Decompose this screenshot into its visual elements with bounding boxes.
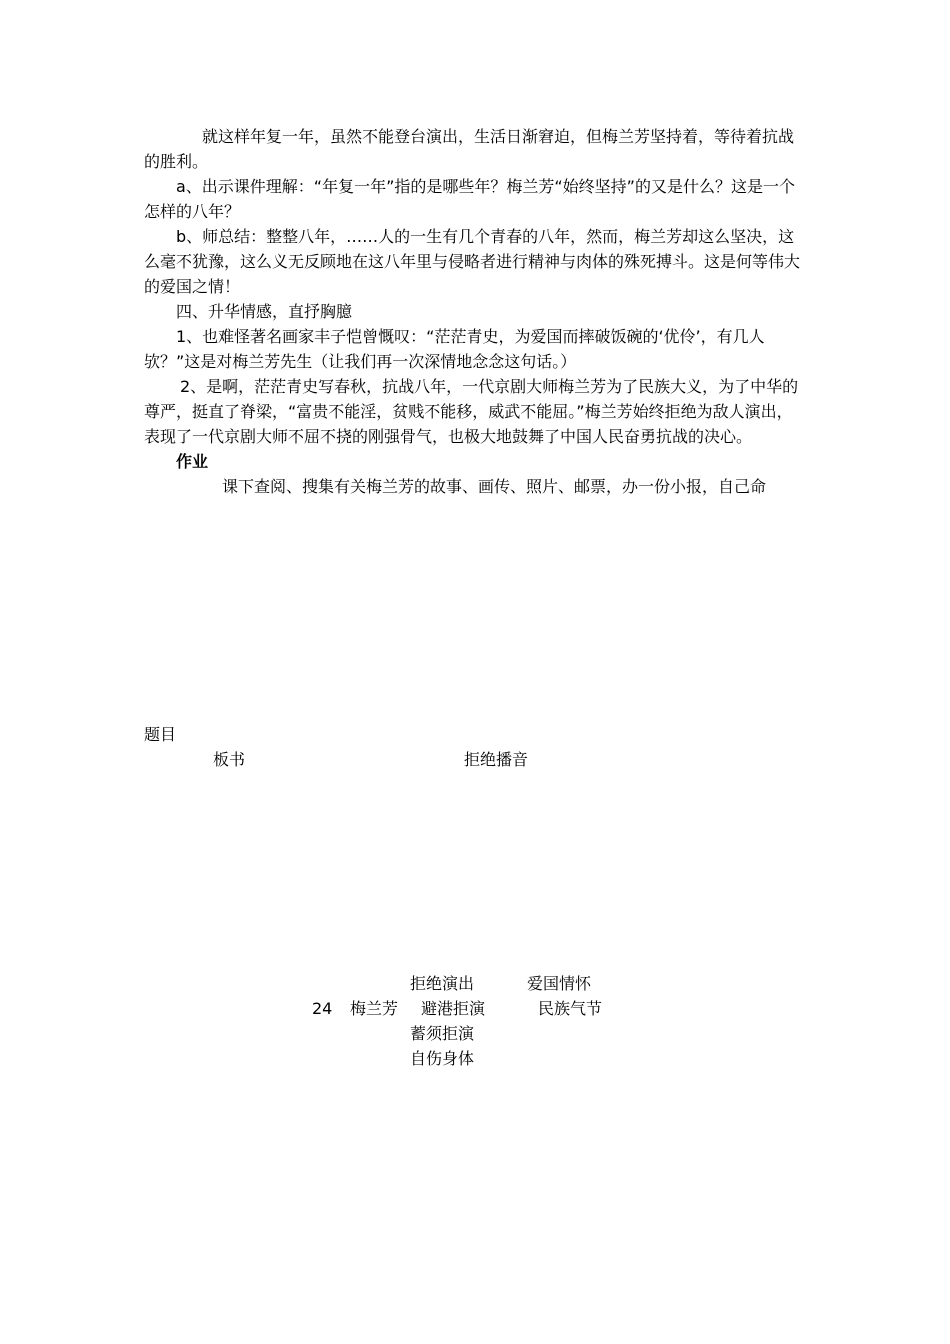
homework-heading: 作业 bbox=[176, 452, 209, 471]
paragraph-feng-zikai-quote: 1、也难怪著名画家丰子恺曾慨叹：“茫茫青史，为爱国而摔破饭碗的‘优伶’，有几人欤？”这是对梅兰芳先生（让我们再一次深情地念念这句话。） bbox=[144, 327, 765, 371]
paragraph-conclusion: 2、是啊，茫茫青史写春秋，抗战八年，一代京剧大师梅兰芳为了民族大义，为了中华的尊严，挺直了脊梁，“富贵不能淫，贫贱不能移，威武不能屈。”梅兰芳始终拒绝为敌人演出，表现了一代京剧大师不屈不挠的刚强骨气，也极大地鼓舞了中国人民奋勇抗战的决心。 bbox=[144, 377, 799, 446]
paragraph-courseware-question: a、出示课件理解：“年复一年”指的是哪些年？梅兰芳“始终坚持”的又是什么？这是一个怎样的八年？ bbox=[144, 177, 795, 221]
board-label: 板书 bbox=[213, 750, 246, 769]
board-action-hong-kong: 避港拒演 bbox=[421, 999, 486, 1018]
board-refuse-broadcast: 拒绝播音 bbox=[464, 750, 529, 769]
board-action-refuse-perform: 拒绝演出 bbox=[410, 974, 475, 993]
paragraph-teacher-summary: b、师总结：整整八年，……人的一生有几个青春的八年，然而，梅兰芳却这么坚决，这么毫不犹豫，这么义无反顾地在这八年里与侵略者进行精神与肉体的殊死搏斗。这是何等伟大的爱国之情！ bbox=[144, 227, 801, 296]
homework-text: 课下查阅、搜集有关梅兰芳的故事、画传、照片、邮票，办一份小报，自己命 bbox=[222, 477, 767, 496]
lesson-body bbox=[144, 124, 808, 499]
board-quality-patriotism: 爱国情怀 bbox=[527, 974, 592, 993]
section-heading-four: 四、升华情感，直抒胸臆 bbox=[176, 302, 353, 321]
title-label: 题目 bbox=[144, 725, 177, 744]
board-action-self-harm: 自伤身体 bbox=[410, 1049, 475, 1068]
board-quality-integrity: 民族气节 bbox=[538, 999, 603, 1018]
board-action-beard: 蓄须拒演 bbox=[410, 1024, 475, 1043]
board-lesson-number: 24 bbox=[312, 999, 333, 1018]
board-name: 梅兰芳 bbox=[350, 999, 399, 1018]
paragraph-persistence: 就这样年复一年，虽然不能登台演出，生活日渐窘迫，但梅兰芳坚持着，等待着抗战的胜利。 bbox=[144, 127, 795, 171]
